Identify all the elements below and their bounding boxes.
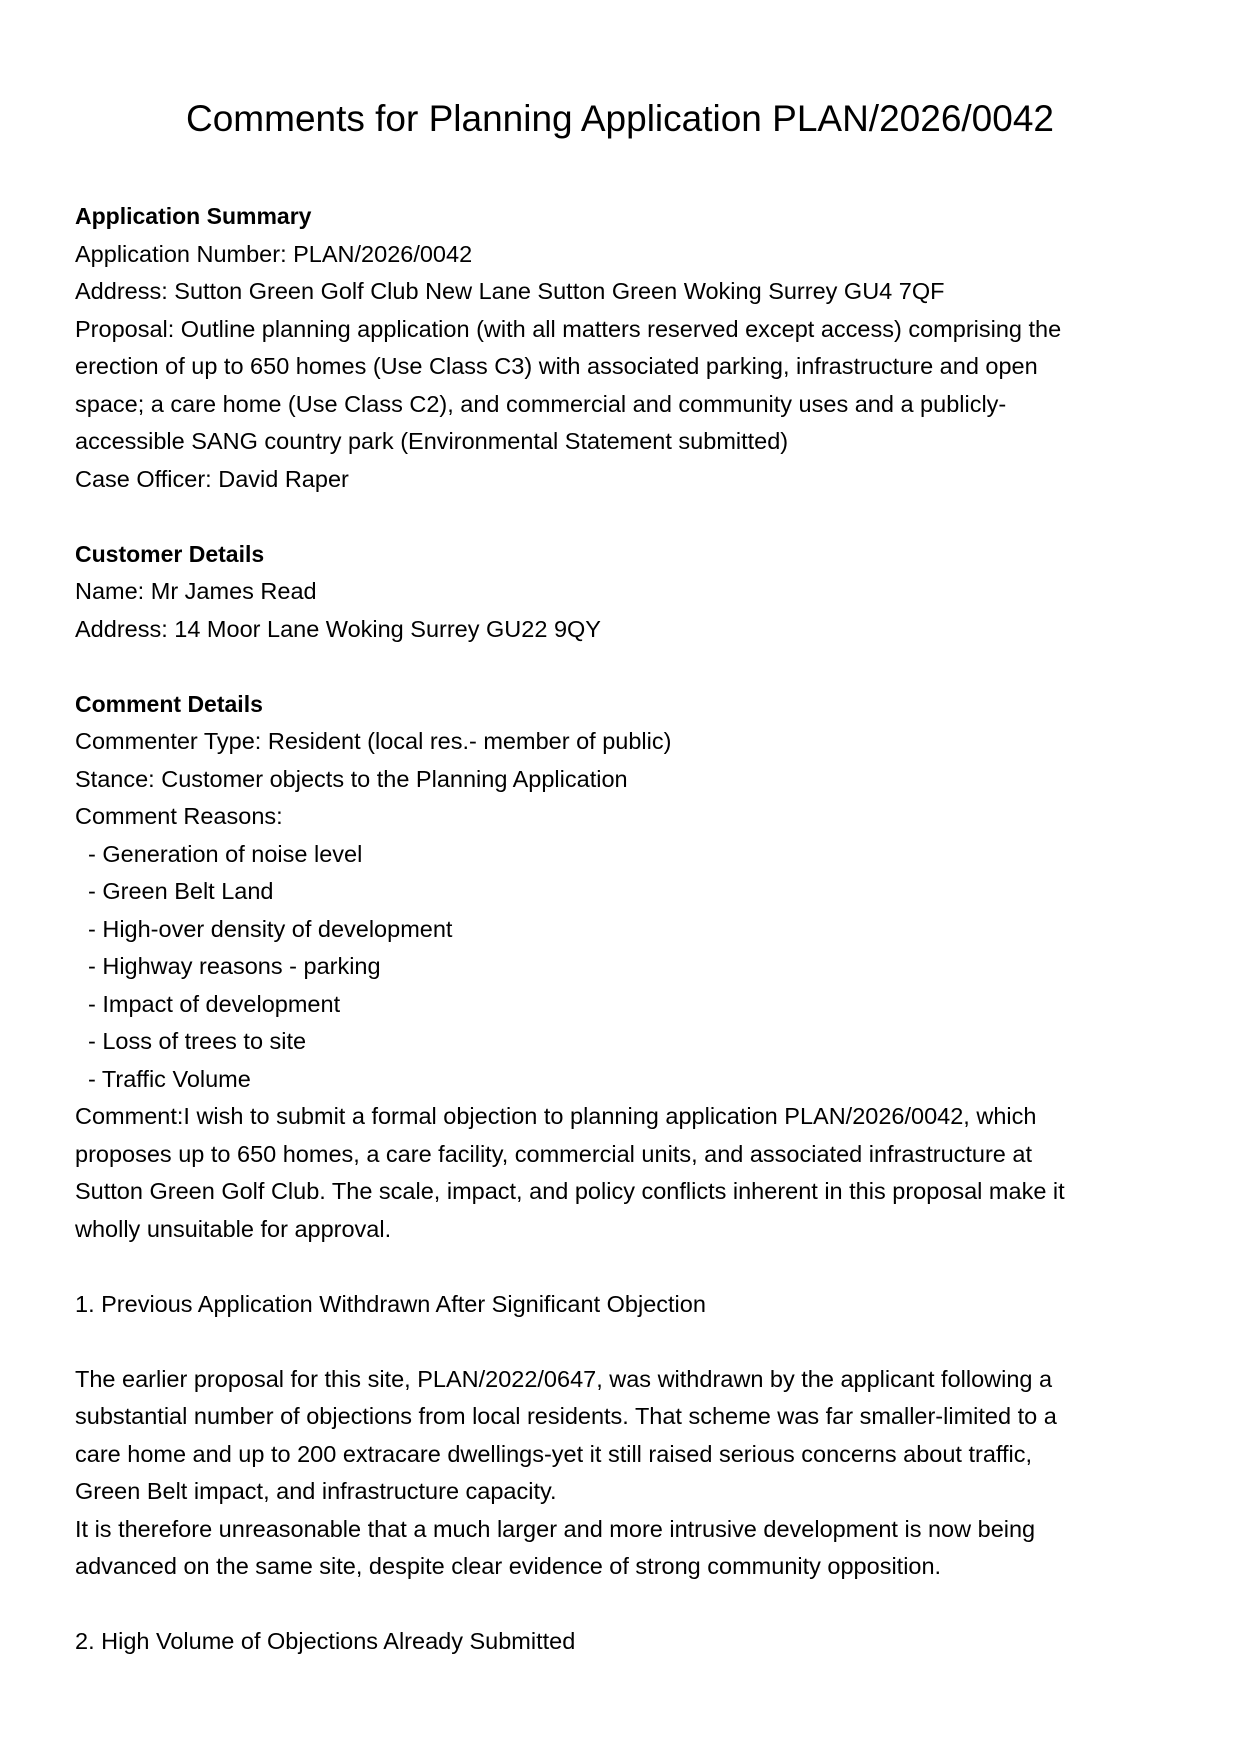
section-1-heading: 1. Previous Application Withdrawn After Significant Objection <box>75 1290 706 1317</box>
comment-reason-item: - Impact of development <box>88 990 341 1017</box>
section-1-text-line: It is therefore unreasonable that a much larger and more intrusive development is now being <box>75 1515 1036 1542</box>
section-1-text-line: The earlier proposal for this site, PLAN/2022/0647, was withdrawn by the applicant following a <box>75 1365 1053 1392</box>
section-1-text-line: Green Belt impact, and infrastructure capacity. <box>75 1478 557 1504</box>
customer-details-section <box>75 536 1155 649</box>
spacer <box>75 1323 1155 1361</box>
comment-text-line: Comment:I wish to submit a formal objection to planning application PLAN/2026/0042, which <box>75 1103 1037 1129</box>
application-summary-section <box>75 198 1155 498</box>
application-number: Application Number: PLAN/2026/0042 <box>75 240 473 267</box>
comment-reason-item: - Highway reasons - parking <box>88 953 381 979</box>
customer-name: Name: Mr James Read <box>75 578 317 604</box>
stance: Stance: Customer objects to the Planning Application <box>75 765 628 792</box>
commenter-type: Commenter Type: Resident (local res.- member of public) <box>75 728 672 754</box>
spacer <box>75 648 1155 686</box>
comment-text-line: wholly unsuitable for approval. <box>75 1215 392 1242</box>
proposal-line: erection of up to 650 homes (Use Class C3) with associated parking, infrastructure and open <box>75 353 1038 379</box>
section-1-text-line: care home and up to 200 extracare dwellings-yet it still raised serious concerns about traffic, <box>75 1440 1033 1467</box>
customer-details-heading: Customer Details <box>75 540 265 567</box>
page-title: Comments for Planning Application PLAN/2026/0042 <box>186 98 1054 139</box>
comment-reason-item: - Traffic Volume <box>88 1065 251 1092</box>
document-body <box>75 198 1155 1661</box>
comment-reason-item: - Loss of trees to site <box>88 1028 307 1054</box>
spacer <box>75 498 1155 536</box>
proposal-line: accessible SANG country park (Environmental Statement submitted) <box>75 428 789 454</box>
proposal-line: space; a care home (Use Class C2), and commercial and community uses and a publicly- <box>75 390 1007 417</box>
customer-address: Address: 14 Moor Lane Woking Surrey GU22 9QY <box>75 615 601 642</box>
section-1-text-line: advanced on the same site, despite clear evidence of strong community opposition. <box>75 1553 942 1579</box>
spacer <box>75 1586 1155 1624</box>
comment-details-heading: Comment Details <box>75 690 263 717</box>
comment-text-line: proposes up to 650 homes, a care facility, commercial units, and associated infrastructure at <box>75 1140 1033 1167</box>
site-address: Address: Sutton Green Golf Club New Lane Sutton Green Woking Surrey GU4 7QF <box>75 278 945 304</box>
comment-reasons-label: Comment Reasons: <box>75 803 283 829</box>
comment-reason-item: - High-over density of development <box>88 915 453 942</box>
proposal-line: Proposal: Outline planning application (with all matters reserved except access) comprising the <box>75 315 1062 342</box>
application-summary-heading: Application Summary <box>75 203 312 229</box>
spacer <box>75 1248 1155 1286</box>
case-officer: Case Officer: David Raper <box>75 465 349 492</box>
comment-reason-item: - Generation of noise level <box>88 840 363 867</box>
comment-details-section <box>75 686 1155 1661</box>
comment-reason-item: - Green Belt Land <box>88 878 274 904</box>
comment-text-line: Sutton Green Golf Club. The scale, impact, and policy conflicts inherent in this proposal make it <box>75 1178 1065 1204</box>
section-1-text-line: substantial number of objections from local residents. That scheme was far smaller-limited to a <box>75 1403 1057 1429</box>
section-2-heading: 2. High Volume of Objections Already Submitted <box>75 1628 576 1654</box>
